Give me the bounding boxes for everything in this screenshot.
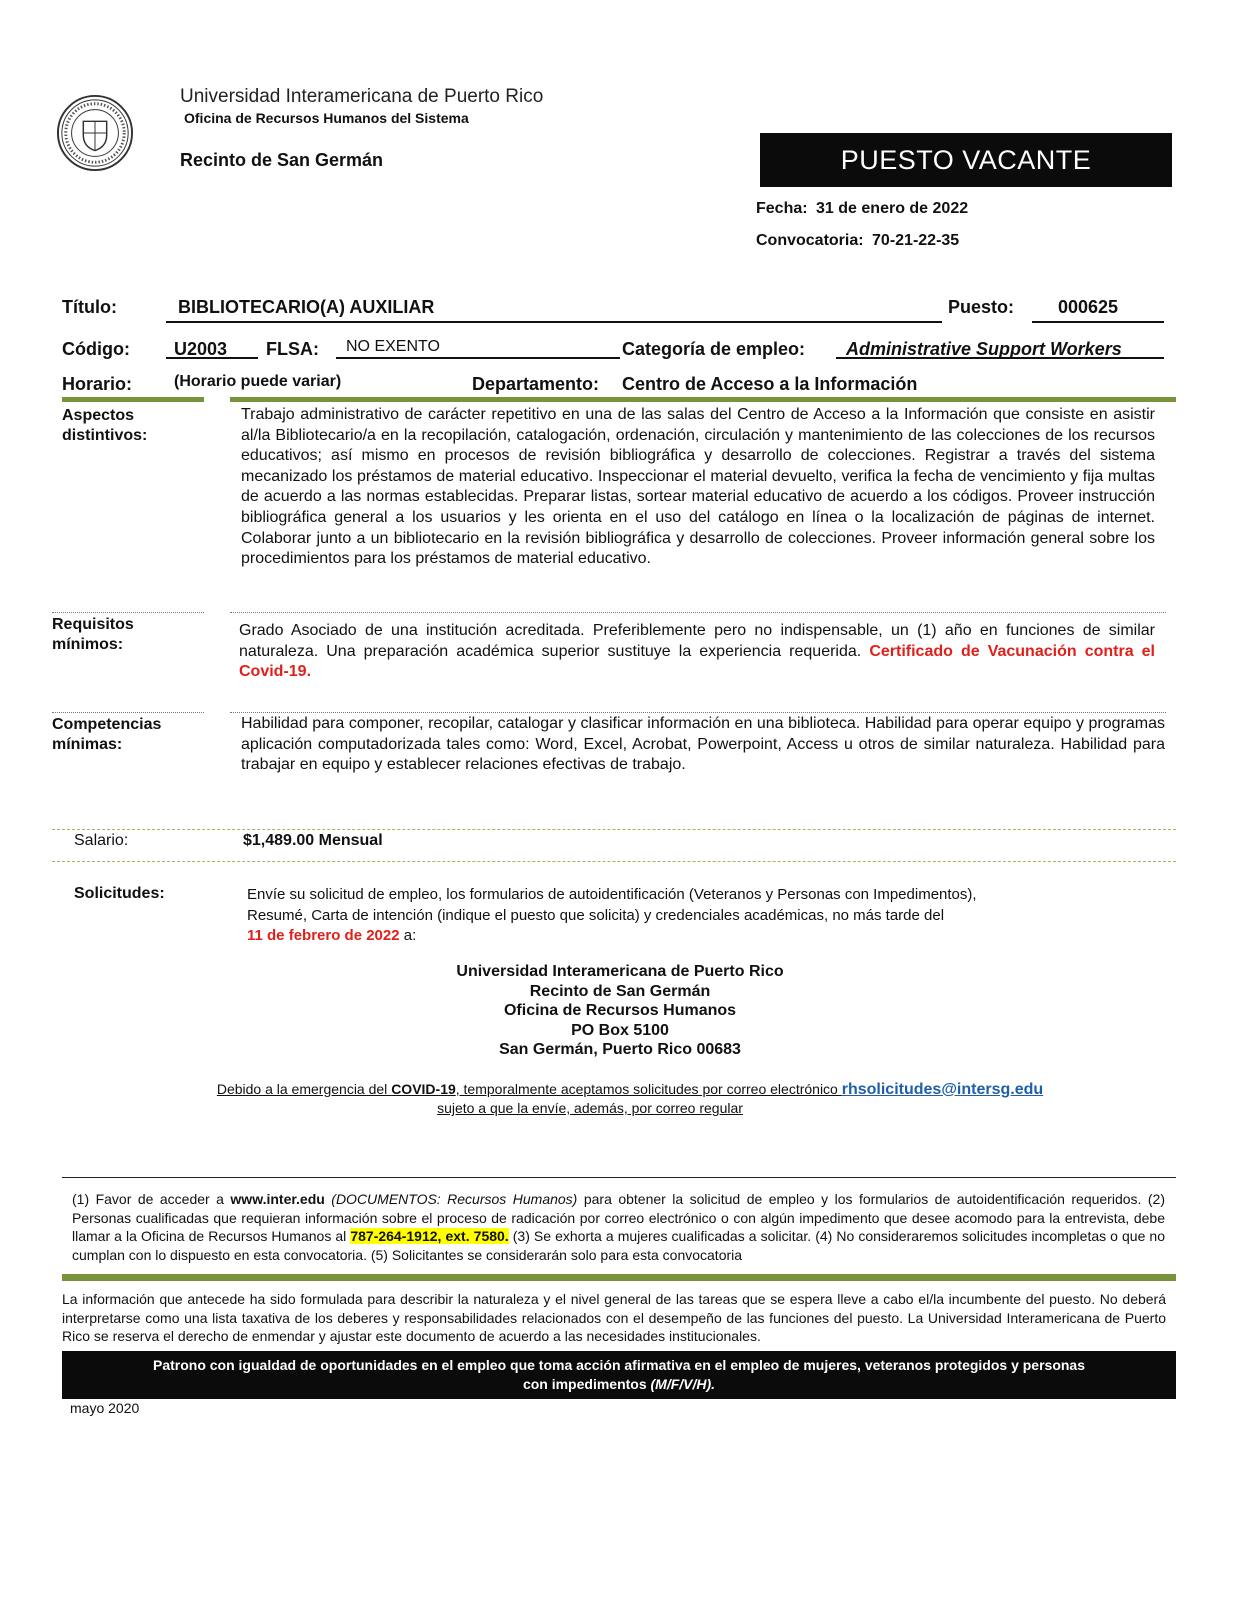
flsa-label: FLSA: bbox=[266, 339, 319, 359]
requisitos-label: Requisitos mínimos: bbox=[52, 616, 134, 653]
covid-email-note: Debido a la emergencia del COVID-19, temporalmente aceptamos solicitudes por correo electrónico rhsolicitudes@intersg.edu sujeto a que la envíe, además, por correo regular bbox=[216, 1081, 1044, 1116]
salario-label: Salario: bbox=[74, 832, 129, 849]
titulo-value: BIBLIOTECARIO(A) AUXILIAR bbox=[166, 297, 942, 323]
codigo-label: Código: bbox=[62, 339, 130, 359]
puesto-label: Puesto: bbox=[948, 297, 1015, 317]
salario-value: $1,489.00 Mensual bbox=[243, 832, 383, 849]
green-rule-right bbox=[230, 397, 1176, 402]
email-link[interactable]: rhsolicitudes@intersg.edu bbox=[841, 1081, 1044, 1098]
puesto-value: 000625 bbox=[1032, 297, 1164, 323]
flsa-value: NO EXENTO bbox=[336, 338, 620, 359]
green-rule-left bbox=[62, 397, 204, 402]
horario-label: Horario: bbox=[62, 374, 133, 394]
fecha-value: 31 de enero de 2022 bbox=[816, 200, 969, 217]
categoria-value: Administrative Support Workers bbox=[836, 339, 1164, 359]
green-rule-bottom bbox=[62, 1274, 1176, 1281]
divider-3 bbox=[52, 829, 1176, 830]
divider-1b bbox=[230, 612, 1166, 613]
divider-2a bbox=[52, 712, 204, 713]
categoria-label: Categoría de empleo: bbox=[622, 339, 806, 359]
fecha-label: Fecha: bbox=[756, 200, 808, 217]
convocatoria-value: 70-21-22-35 bbox=[872, 232, 960, 249]
departamento-value: Centro de Acceso a la Información bbox=[622, 374, 918, 394]
solicitudes-text: Envíe su solicitud de empleo, los formularios de autoidentificación (Veteranos y Personas con Impedimentos), Resumé, Carta de intención (indique el puesto que solicita) y credenciales académicas, no más tarde del 11 de febrero de 2022 a: bbox=[247, 886, 977, 944]
competencias-text: Habilidad para componer, recopilar, catalogar y clasificar información en una biblioteca. Habilidad para operar equipo y programas aplicación computadorizada tales como: Word, Excel, Acrobat, Powerpoint, Access u otros de similar naturaleza. Habilidad para trabajar en equipo y establecer relaciones efectivas de trabajo. bbox=[241, 715, 1165, 774]
deadline-date: 11 de febrero de 2022 bbox=[247, 927, 400, 944]
footnote-rule bbox=[62, 1177, 1176, 1178]
departamento-label: Departamento: bbox=[472, 374, 600, 394]
footer-date: mayo 2020 bbox=[70, 1400, 140, 1416]
office-name: Oficina de Recursos Humanos del Sistema bbox=[184, 110, 469, 126]
competencias-label: Competencias mínimas: bbox=[52, 716, 162, 753]
aspectos-label: Aspectos distintivos: bbox=[62, 407, 148, 444]
divider-2b bbox=[230, 712, 1166, 713]
footnotes: (1) Favor de acceder a www.inter.edu (DOCUMENTOS: Recursos Humanos) para obtener la solicitud de empleo y los formularios de autoidentificación requeridos. (2) Personas cualificadas que requieran información sobre el proceso de radicación por correo electrónico o con algún impedimento que desee acomodo para la entrevista, debe llamar a la Oficina de Recursos Humanos al 787-264-1912, ext. 7580. (3) Se exhorta a mujeres cualificadas a solicitar. (4) No consideraremos solicitudes incompletas o que no cumplan con lo dispuesto en esta convocatoria. (5) Solicitantes se considerarán solo para esta convocatoria bbox=[72, 1191, 1166, 1263]
campus-name: Recinto de San Germán bbox=[180, 150, 384, 170]
university-name: Universidad Interamericana de Puerto Rico bbox=[180, 86, 544, 107]
disclaimer: La información que antecede ha sido formulada para describir la naturaleza y el nivel general de las tareas que se espera lleve a cabo el/la incumbente del puesto. No deberá interpretarse como una lista taxativa de los deberes y responsabilidades relacionados con el desempeño de las funciones del puesto. La Universidad Interamericana de Puerto Rico se reserva el derecho de enmendar y ajustar este documento de acuerdo a las necesidades institucionales. bbox=[62, 1291, 1166, 1344]
fecha-line bbox=[756, 200, 968, 218]
mailing-address: Universidad Interamericana de Puerto Rico Recinto de San Germán Oficina de Recursos Humanos PO Box 5100 San Germán, Puerto Rico 00683 bbox=[456, 963, 784, 1059]
covid-certificate-requirement: Certificado de Vacunación contra el Covid-19. bbox=[239, 642, 1155, 681]
aspectos-text: Trabajo administrativo de carácter repetitivo en una de las salas del Centro de Acceso a la Información que consiste en asistir al/la Bibliotecario/a en la recopilación, catalogación, ordenación, circulación y mantenimiento de las colecciones de los recursos educativos; así mismo en procesos de revisión bibliográfica y desarrollo de colecciones. Registrar a través del sistema mecanizado los préstamos de material educativo. Inspeccionar el material devuelto, verifica la fecha de vencimiento y fija multas de acuerdo a las normas establecidas. Preparar listas, sortear material educativo de acuerdo a los códigos. Proveer instrucción bibliográfica general a los usuarios y les orienta en el uso del catálogo en línea o la localización de páginas de internet. Colaborar junto a un bibliotecario en la revisión bibliográfica y desarrollo de colecciones. Proveer información general sobre los procedimientos para los préstamos de material educativo. bbox=[241, 406, 1155, 568]
titulo-label: Título: bbox=[62, 297, 117, 317]
puesto-vacante-banner: PUESTO VACANTE bbox=[760, 133, 1172, 187]
website-link[interactable]: www.inter.edu bbox=[230, 1191, 325, 1207]
convocatoria-label: Convocatoria: bbox=[756, 232, 864, 249]
hr-phone-number: 787-264-1912, ext. 7580. bbox=[350, 1228, 509, 1244]
requisitos-text: Grado Asociado de una institución acreditada. Preferiblemente pero no indispensable, un (1) año en funciones de similar naturaleza. Una preparación académica superior sustituye la experiencia requerida. Certificado de Vacunación contra el Covid-19. bbox=[239, 622, 1155, 681]
divider-4 bbox=[52, 861, 1176, 862]
codigo-value: U2003 bbox=[166, 339, 258, 359]
eeo-banner: Patrono con igualdad de oportunidades en el empleo que toma acción afirmativa en el empleo de mujeres, veteranos protegidos y personas con impedimentos (M/F/V/H). bbox=[62, 1351, 1176, 1399]
divider-1a bbox=[52, 612, 204, 613]
horario-value: (Horario puede variar) bbox=[174, 373, 342, 390]
university-seal-icon bbox=[56, 94, 134, 172]
solicitudes-label: Solicitudes: bbox=[74, 885, 165, 902]
convocatoria-line bbox=[756, 232, 959, 250]
